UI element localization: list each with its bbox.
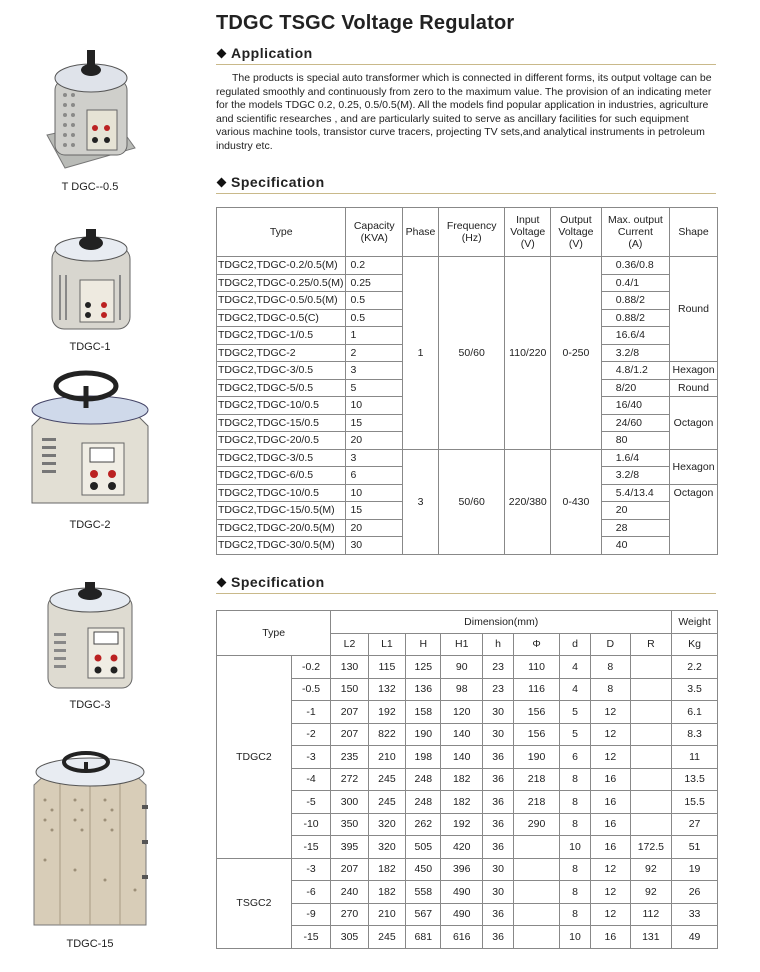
dimension-cell: 98: [441, 678, 483, 701]
table-row: TDGC2,TDGC-2 2 3.2/8: [217, 344, 718, 362]
header-frequency: Frequency (Hz): [438, 208, 505, 257]
dimension-cell: 150: [331, 678, 368, 701]
dimension-cell: 8: [559, 881, 590, 904]
dimension-cell: 8: [559, 903, 590, 926]
table-header-row: [217, 611, 718, 634]
shape-cell: Octagon: [670, 397, 718, 450]
dimension-cell: 8: [559, 813, 590, 836]
dimension-cell: 190: [514, 746, 560, 769]
dimension-cell: [630, 701, 672, 724]
dimension-cell: 395: [331, 836, 368, 859]
dimension-cell: 182: [368, 881, 405, 904]
model-variant: -6: [291, 881, 330, 904]
dimension-cell: 822: [368, 723, 405, 746]
dimension-cell: 156: [514, 701, 560, 724]
dimension-cell: 23: [483, 656, 514, 679]
header-phase: Phase: [403, 208, 439, 257]
dimension-cell: 192: [441, 813, 483, 836]
dimension-cell: 30: [483, 723, 514, 746]
dimension-cell: 5: [559, 701, 590, 724]
model-variant: -3: [291, 858, 330, 881]
table-header-row: [217, 208, 718, 257]
regulator-octagon-wheel-image: [20, 368, 160, 513]
diamond-bullet-icon: [217, 48, 227, 58]
dimension-cell: 305: [331, 926, 368, 949]
model-variant: -0.2: [291, 656, 330, 679]
dimension-cell: [514, 836, 560, 859]
dimension-cell: 272: [331, 768, 368, 791]
weight-cell: 27: [672, 813, 718, 836]
table-row: [217, 746, 718, 769]
product-caption: T DGC--0.5: [61, 181, 119, 193]
dimension-cell: 16: [591, 926, 630, 949]
table-row: [217, 768, 718, 791]
section-specification-1: [216, 174, 716, 190]
dimension-cell: 320: [368, 836, 405, 859]
section-application: [216, 45, 716, 61]
dimension-cell: 131: [630, 926, 672, 949]
dimension-cell: 248: [406, 768, 441, 791]
dimension-cell: 8: [559, 791, 590, 814]
model-variant: -10: [291, 813, 330, 836]
table-row: [217, 881, 718, 904]
dimension-cell: 172.5: [630, 836, 672, 859]
table-row: [217, 791, 718, 814]
weight-cell: 51: [672, 836, 718, 859]
dimension-cell: 182: [441, 768, 483, 791]
dimension-cell: 36: [483, 791, 514, 814]
frequency-cell: 50/60: [438, 257, 505, 450]
output-voltage-cell: 0-250: [551, 257, 602, 450]
model-group-label: TDGC2: [217, 656, 292, 859]
header-type: Type: [217, 611, 331, 656]
shape-cell: Hexagon: [670, 449, 718, 484]
table-row: [217, 656, 718, 679]
dimension-cell: 92: [630, 858, 672, 881]
model-variant: -9: [291, 903, 330, 926]
dimension-cell: [630, 813, 672, 836]
dimension-cell: 8: [559, 768, 590, 791]
dimension-cell: 616: [441, 926, 483, 949]
header-weight: Weight: [672, 611, 718, 634]
dimension-cell: [514, 858, 560, 881]
shape-cell: Round: [670, 257, 718, 362]
dimension-cell: 8: [559, 858, 590, 881]
model-group-label: TSGC2: [217, 858, 292, 948]
dimension-cell: 320: [368, 813, 405, 836]
dimension-cell: 207: [331, 701, 368, 724]
dimension-cell: 300: [331, 791, 368, 814]
dimension-cell: 558: [406, 881, 441, 904]
dimension-cell: 182: [368, 858, 405, 881]
section-heading: Specification: [231, 574, 325, 590]
table-row: TDGC2,TDGC-30/0.5(M) 30 40: [217, 537, 718, 555]
frequency-cell: 50/60: [438, 449, 505, 554]
dimension-cell: [630, 678, 672, 701]
weight-cell: 26: [672, 881, 718, 904]
header-input-voltage: Input Voltage (V): [505, 208, 551, 257]
weight-cell: 11: [672, 746, 718, 769]
dimension-cell: 115: [368, 656, 405, 679]
dimension-cell: 490: [441, 881, 483, 904]
dimension-cell: 12: [591, 858, 630, 881]
dimension-cell: 116: [514, 678, 560, 701]
dimension-cell: 248: [406, 791, 441, 814]
section-heading: Application: [231, 45, 313, 61]
product-tdgc-1: [0, 225, 180, 353]
weight-cell: 6.1: [672, 701, 718, 724]
header-type: Type: [217, 208, 346, 257]
application-paragraph: The products is special auto transformer which is connected in different forms, its output voltage can be regulated smoothly and continuously from zero to the maximum value. The provision of an indicating meter for the models TDGC 0.2, 0.25, 0.5/0.5(M). All the models find popular application in industries, agriculture and scientific researches , and are particularly suited to serve as ancillary facilities for such equipment various machine tools, transistor curve tracers, projecting TV sets,and analytical instruments in petroleum industry etc.: [216, 72, 712, 152]
table-row: [217, 903, 718, 926]
model-variant: -2: [291, 723, 330, 746]
product-tdgc-15: [0, 740, 180, 950]
dimension-cell: 235: [331, 746, 368, 769]
dimension-cell: 567: [406, 903, 441, 926]
phase-cell: 3: [403, 449, 439, 554]
weight-cell: 15.5: [672, 791, 718, 814]
table-row: [217, 813, 718, 836]
shape-cell: Hexagon: [670, 362, 718, 380]
table-row: TDGC2,TDGC-0.5(C) 0.5 0.88/2: [217, 309, 718, 327]
table-row: TDGC2,TDGC-10/0.5 10 5.4/13.4 Octagon: [217, 484, 718, 502]
dimension-cell: 262: [406, 813, 441, 836]
header-dimension: Dimension(mm): [331, 611, 672, 634]
header-shape: Shape: [670, 208, 718, 257]
dimension-cell: 158: [406, 701, 441, 724]
shape-cell: Octagon: [670, 484, 718, 554]
dimension-cell: 396: [441, 858, 483, 881]
dimension-cell: 36: [483, 746, 514, 769]
table-subheader-row: L2 L1 H H1 h Φ d D R Kg: [217, 633, 718, 656]
dimension-cell: 130: [331, 656, 368, 679]
input-voltage-cell: 220/380: [505, 449, 551, 554]
dimension-cell: 4: [559, 656, 590, 679]
dimension-cell: 4: [559, 678, 590, 701]
dimension-cell: 90: [441, 656, 483, 679]
specification-table-electrical: [216, 207, 718, 555]
dimension-cell: 36: [483, 903, 514, 926]
table-row: TDGC2,TDGC-3/0.5 3 4.8/1.2 Hexagon: [217, 362, 718, 380]
weight-cell: 8.3: [672, 723, 718, 746]
weight-cell: 3.5: [672, 678, 718, 701]
dimension-cell: 245: [368, 926, 405, 949]
weight-cell: 49: [672, 926, 718, 949]
table-row: TDGC2,TDGC-6/0.5 6 3.2/8: [217, 467, 718, 485]
table-row: TDGC2,TDGC-10/0.5 10 16/40 Octagon: [217, 397, 718, 415]
table-row: TDGC2,TDGC-0.2/0.5(M) 0.2 1 50/60 110/220 0-250 0.36/0.8 Round: [217, 257, 718, 275]
regulator-square-small-image: [40, 225, 140, 335]
regulator-round-small-image: [35, 40, 145, 175]
header-capacity: Capacity (KVA): [346, 208, 403, 257]
weight-cell: 13.5: [672, 768, 718, 791]
dimension-cell: 140: [441, 746, 483, 769]
dimension-cell: 92: [630, 881, 672, 904]
table-row: [217, 858, 718, 881]
dimension-cell: 290: [514, 813, 560, 836]
dimension-cell: 490: [441, 903, 483, 926]
dimension-cell: 350: [331, 813, 368, 836]
tsgc2-rows: [217, 858, 718, 948]
page-title: TDGC TSGC Voltage Regulator: [216, 12, 515, 34]
regulator-tall-octagon-image: [30, 740, 150, 932]
dimension-cell: 192: [368, 701, 405, 724]
dimension-cell: 5: [559, 723, 590, 746]
table-row: [217, 836, 718, 859]
dimension-cell: 8: [591, 678, 630, 701]
dimension-cell: 198: [406, 746, 441, 769]
dimension-cell: 12: [591, 701, 630, 724]
weight-cell: 2.2: [672, 656, 718, 679]
diamond-bullet-icon: [217, 577, 227, 587]
model-variant: -1: [291, 701, 330, 724]
dimension-cell: 125: [406, 656, 441, 679]
section-specification-2: [216, 574, 716, 590]
dimension-cell: 132: [368, 678, 405, 701]
tdgc2-rows: [217, 656, 718, 859]
model-variant: -15: [291, 836, 330, 859]
section-divider: [216, 193, 716, 194]
section-heading: Specification: [231, 174, 325, 190]
dimension-cell: 245: [368, 791, 405, 814]
dimension-cell: 16: [591, 791, 630, 814]
model-variant: -5: [291, 791, 330, 814]
specification-table-dimensions: [216, 610, 718, 949]
phase-cell: 1: [403, 257, 439, 450]
dimension-cell: 136: [406, 678, 441, 701]
shape-cell: Round: [670, 379, 718, 397]
dimension-cell: 12: [591, 881, 630, 904]
product-caption: TDGC-2: [69, 519, 111, 531]
dimension-cell: 140: [441, 723, 483, 746]
table-row: [217, 701, 718, 724]
dimension-cell: 36: [483, 768, 514, 791]
dimension-cell: [514, 926, 560, 949]
output-voltage-cell: 0-430: [551, 449, 602, 554]
dimension-cell: 112: [630, 903, 672, 926]
section-divider: [216, 593, 716, 594]
model-variant: -0.5: [291, 678, 330, 701]
input-voltage-cell: 110/220: [505, 257, 551, 450]
dimension-cell: 30: [483, 701, 514, 724]
header-current: Max. output Current (A): [601, 208, 669, 257]
table-row: TDGC2,TDGC-1/0.5 1 16.6/4: [217, 327, 718, 345]
dimension-cell: 207: [331, 858, 368, 881]
table-row: TDGC2,TDGC-0.25/0.5(M) 0.25 0.4/1: [217, 274, 718, 292]
table-row: TDGC2,TDGC-15/0.5 15 24/60: [217, 414, 718, 432]
dimension-cell: 240: [331, 881, 368, 904]
table-row: TDGC2,TDGC-0.5/0.5(M) 0.5 0.88/2: [217, 292, 718, 310]
weight-cell: 19: [672, 858, 718, 881]
dimension-cell: 36: [483, 813, 514, 836]
model-variant: -4: [291, 768, 330, 791]
dimension-cell: 36: [483, 926, 514, 949]
dimension-cell: 10: [559, 836, 590, 859]
dimension-cell: 505: [406, 836, 441, 859]
product-tdgc-3: [0, 578, 180, 711]
dimension-cell: 16: [591, 836, 630, 859]
model-variant: -15: [291, 926, 330, 949]
table-row: TDGC2,TDGC-5/0.5 5 8/20 Round: [217, 379, 718, 397]
dimension-cell: 156: [514, 723, 560, 746]
weight-cell: 33: [672, 903, 718, 926]
dimension-cell: 120: [441, 701, 483, 724]
diamond-bullet-icon: [217, 177, 227, 187]
dimension-cell: 210: [368, 746, 405, 769]
table-row: TDGC2,TDGC-20/0.5(M) 20 28: [217, 519, 718, 537]
product-caption: TDGC-1: [69, 341, 111, 353]
table-row: [217, 678, 718, 701]
dimension-cell: 681: [406, 926, 441, 949]
dimension-cell: 6: [559, 746, 590, 769]
dimension-cell: 420: [441, 836, 483, 859]
table-row: [217, 723, 718, 746]
dimension-cell: 218: [514, 768, 560, 791]
dimension-cell: 16: [591, 768, 630, 791]
dimension-cell: 110: [514, 656, 560, 679]
dimension-cell: 270: [331, 903, 368, 926]
dimension-cell: 8: [591, 656, 630, 679]
dimension-cell: 190: [406, 723, 441, 746]
dimension-cell: [630, 791, 672, 814]
dimension-cell: 10: [559, 926, 590, 949]
dimension-cell: [630, 723, 672, 746]
dimension-cell: 16: [591, 813, 630, 836]
table-row: [217, 926, 718, 949]
product-caption: TDGC-15: [66, 938, 114, 950]
table-row: TDGC2,TDGC-20/0.5 20 80: [217, 432, 718, 450]
product-tdgc-0-5: [0, 40, 180, 193]
product-tdgc-2: [0, 368, 180, 531]
dimension-cell: [514, 881, 560, 904]
header-output-voltage: Output Voltage (V): [551, 208, 602, 257]
regulator-square-medium-image: [40, 578, 140, 693]
table-row: TDGC2,TDGC-15/0.5(M) 15 20: [217, 502, 718, 520]
dimension-cell: [630, 746, 672, 769]
product-gallery: [0, 0, 200, 972]
dimension-cell: 245: [368, 768, 405, 791]
dimension-cell: 30: [483, 881, 514, 904]
dimension-cell: 12: [591, 723, 630, 746]
dimension-cell: 218: [514, 791, 560, 814]
model-variant: -3: [291, 746, 330, 769]
dimension-cell: 207: [331, 723, 368, 746]
dimension-cell: 12: [591, 903, 630, 926]
dimension-cell: 30: [483, 858, 514, 881]
product-caption: TDGC-3: [69, 699, 111, 711]
section-divider: [216, 64, 716, 65]
dimension-cell: [630, 768, 672, 791]
dimension-cell: 210: [368, 903, 405, 926]
dimension-cell: 182: [441, 791, 483, 814]
dimension-cell: 36: [483, 836, 514, 859]
dimension-cell: [630, 656, 672, 679]
dimension-cell: 12: [591, 746, 630, 769]
dimension-cell: 23: [483, 678, 514, 701]
dimension-cell: [514, 903, 560, 926]
table-row: TDGC2,TDGC-3/0.5 3 3 50/60 220/380 0-430 1.6/4 Hexagon: [217, 449, 718, 467]
dimension-cell: 450: [406, 858, 441, 881]
